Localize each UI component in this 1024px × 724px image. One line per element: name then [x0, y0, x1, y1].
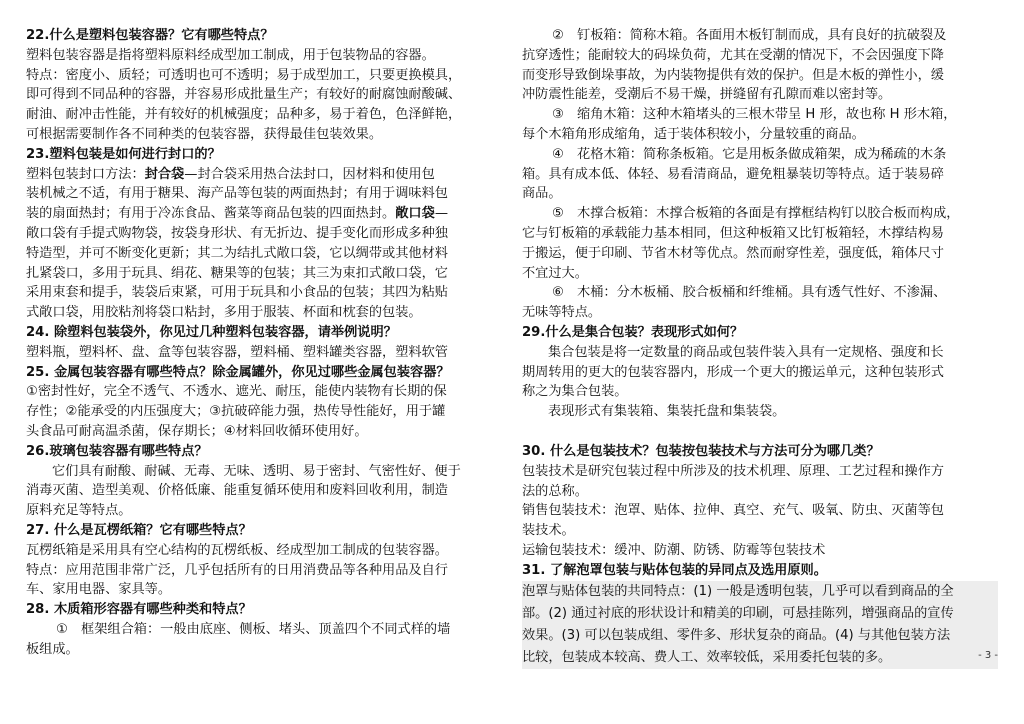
q31-line-3: 效果。(3) 可以包装成组、零件多、形状复杂的商品。(4) 与其他包装方法 — [522, 627, 951, 643]
q23-line-3-c: — — [434, 206, 448, 222]
q22-line-3: 即可得到不同品种的容器，并容易形成批量生产；有较好的耐腐蚀耐酸碱、 — [26, 87, 462, 103]
q27-line-2: 特点：应用范围非常广泛，几乎包括所有的日用消费品等各种用品及自行 — [26, 562, 448, 578]
left-column — [26, 26, 504, 660]
question-24-title: 24. 除塑料包装袋外，你见过几种塑料包装容器，请举例说明？ — [26, 324, 397, 340]
q23-line-3-a: 装的扇面热封；有用于冷冻食品、酱菜等商品包装的四面热封。 — [26, 206, 396, 222]
q27-line-1: 瓦楞纸箱是采用具有空心结构的瓦楞纸板、经成型加工制成的包装容器。 — [26, 542, 448, 558]
box-type-5-line-3: 于搬运，便于印刷、节省木材等优点。然而耐穿性差，强度低，箱体尺寸 — [522, 245, 944, 261]
q23-line-8: 式敞口袋，用胶粘剂将袋口粘封，多用于服装、杯面和枕套的包装。 — [26, 305, 422, 321]
q28-line-1: ① 框架组合箱：一般由底座、侧板、堵头、顶盖四个不同式样的墙 — [56, 621, 451, 637]
q26-line-1: 它们具有耐酸、耐碱、无毒、无味、透明、易于密封、气密性好、便于 — [52, 463, 461, 479]
q24-line-1: 塑料瓶，塑料杯、盘、盒等包装容器，塑料桶、塑料罐类容器，塑料软管 — [26, 344, 448, 360]
question-29-title: 29.什么是集合包装？表现形式如何？ — [522, 324, 744, 340]
q23-line-2: 装机械之不适，有用于糖果、海产品等包装的两面热封；有用于调味料包 — [26, 186, 448, 202]
question-28-title: 28. 木质箱形容器有哪些种类和特点？ — [26, 602, 252, 618]
q30-line-3: 销售包装技术：泡罩、贴体、拉伸、真空、充气、吸氧、防虫、灭菌等包 — [522, 503, 944, 519]
q31-line-1: 泡罩与贴体包装的共同特点：(1) 一般是透明包装，几乎可以看到商品的全 — [522, 583, 954, 599]
question-30-title: 30. 什么是包装技术？包装按包装技术与方法可分为哪几类？ — [522, 443, 880, 459]
page-number: - 3 - — [978, 650, 998, 661]
q31-line-2: 部。(2) 通过衬底的形状设计和精美的印刷，可悬挂陈列，增强商品的宣传 — [522, 605, 954, 621]
q29-line-2: 期周转用的更大的包装容器内，形成一个更大的搬运单元，这种包装形式 — [522, 364, 944, 380]
box-type-2-line-4: 冲防震性能差，受潮后不易干燥，拼缝留有孔隙而难以密封等。 — [522, 87, 892, 103]
q31-answer-block — [522, 581, 998, 669]
box-type-5-line-2: 它与钉板箱的承载能力基本相同，但这种板箱又比钉板箱轻，木撑结构易 — [522, 225, 944, 241]
box-type-4: ④ 花格木箱：简称条板箱。它是用板条做成箱架，成为稀疏的木条 — [552, 146, 947, 162]
q27-line-3: 车、家用电器、家具等。 — [26, 582, 172, 598]
q30-line-1: 包装技术是研究包装过程中所涉及的技术机理、原理、工艺过程和操作方 — [522, 463, 944, 479]
q22-line-4: 耐油、耐冲击性能，并有较好的机械强度；品种多，易于着色，色泽鲜艳， — [26, 107, 462, 123]
box-type-5-line-4: 不宜过大。 — [522, 265, 588, 281]
q22-line-2: 特点：密度小、质轻；可透明也可不透明；易于成型加工，只要更换模具， — [26, 67, 462, 83]
q23-line-3 — [26, 204, 504, 224]
q22-line-5: 可根据需要制作各不同种类的包装容器，获得最佳包装效果。 — [26, 126, 383, 142]
question-23-title: 23.塑料包装是如何进行封口的？ — [26, 146, 221, 162]
box-type-2-line-2: 抗穿透性；能耐较大的码垛负荷，尤其在受潮的情况下，不会因强度下降 — [522, 47, 944, 63]
q26-line-3: 原料充足等特点。 — [26, 503, 132, 519]
box-type-2: ② 钉板箱：简称木箱。各面用木板钉制而成，具有良好的抗破裂及 — [552, 28, 947, 43]
q31-line-4: 比较，包装成本较高、费人工、效率较低，采用委托包装的多。 — [522, 649, 892, 665]
q25-line-2: 存性；②能承受的内压强度大；③抗破碎能力强，热传导性能好，用于罐 — [26, 404, 446, 420]
box-type-3-line-2: 每个木箱角形成缩角，适于装体积较小，分量较重的商品。 — [522, 126, 865, 142]
q23-line-1 — [26, 165, 504, 185]
right-column — [522, 26, 998, 669]
q23-line-5: 特造型，并可不断变化更新；其二为结扎式敞口袋，它以绸带或其他材料 — [26, 245, 448, 261]
q23-line-1-c: —封合袋采用热合法封口，因材料和使用包 — [184, 166, 435, 182]
box-type-2-line-3: 而变形导致倒垛事故，为内装物提供有效的保护。但是木板的弹性小，缓 — [522, 67, 944, 83]
question-27-title: 27. 什么是瓦楞纸箱？它有哪些特点？ — [26, 522, 252, 538]
q30-line-5: 运输包装技术：缓冲、防潮、防锈、防霉等包装技术 — [522, 542, 826, 558]
q29-line-1: 集合包装是将一定数量的商品或包装件装入具有一定规格、强度和长 — [548, 344, 944, 360]
q30-line-2: 法的总称。 — [522, 483, 588, 499]
section-spacer — [522, 422, 998, 442]
q22-line-1: 塑料包装容器是指将塑料原料经成型加工制成，用于包装物品的容器。 — [26, 47, 435, 63]
box-type-3: ③ 缩角木箱：这种木箱堵头的三根木带呈 H 形，故也称 H 形木箱， — [552, 107, 957, 123]
question-26-title: 26.玻璃包装容器有哪些特点？ — [26, 443, 208, 459]
question-31-title: 31. 了解泡罩包装与贴体包装的异同点及选用原则。 — [522, 562, 827, 578]
q23-line-7: 采用束套和提手，装袋后束紧，可用于玩具和小食品的包装；其四为粘贴 — [26, 285, 448, 301]
q29-line-4: 表现形式有集装箱、集装托盘和集装袋。 — [548, 404, 786, 420]
box-type-5: ⑤ 木撑合板箱：木撑合板箱的各面是有撑框结构钉以胶合板而构成， — [552, 206, 960, 222]
q26-line-2: 消毒灭菌、造型美观、价格低廉、能重复循环使用和废料回收利用，制造 — [26, 483, 448, 499]
q23-line-4: 敞口袋有手提式购物袋，按袋身形状、有无折边、提手变化而形成多种独 — [26, 225, 448, 241]
q23-term-sealed-bag: 封合袋 — [144, 166, 185, 182]
q23-line-6: 扎紧袋口，多用于玩具、绢花、糖果等的包装；其三为束扣式敞口袋，它 — [26, 265, 448, 281]
box-type-4-line-2: 箱。具有成本低、体轻、易看清商品，避免粗暴装切等特点。适于装易碎 — [522, 166, 944, 182]
q25-line-1: ①密封性好，完全不透气、不透水、遮光、耐压，能使内装物有长期的保 — [26, 384, 447, 400]
box-type-6: ⑥ 木桶：分木板桶、胶合板桶和纤维桶。具有透气性好、不渗漏、 — [552, 285, 947, 301]
q29-line-3: 称之为集合包装。 — [522, 384, 628, 400]
q23-line-1-a: 塑料包装封口方法： — [26, 166, 145, 182]
box-type-6-line-2: 无味等特点。 — [522, 305, 602, 321]
box-type-4-line-3: 商品。 — [522, 186, 562, 202]
q23-term-open-bag: 敞口袋 — [395, 206, 435, 222]
q25-line-3: 头食品可耐高温杀菌，保存期长；④材料回收循环使用好。 — [26, 423, 368, 439]
q28-line-2: 板组成。 — [26, 641, 79, 657]
question-22-title: 22.什么是塑料包装容器？它有哪些特点？ — [26, 28, 274, 43]
question-25-title: 25. 金属包装容器有哪些特点？除金属罐外，你见过哪些金属包装容器？ — [26, 364, 450, 380]
q30-line-4: 装技术。 — [522, 523, 575, 539]
